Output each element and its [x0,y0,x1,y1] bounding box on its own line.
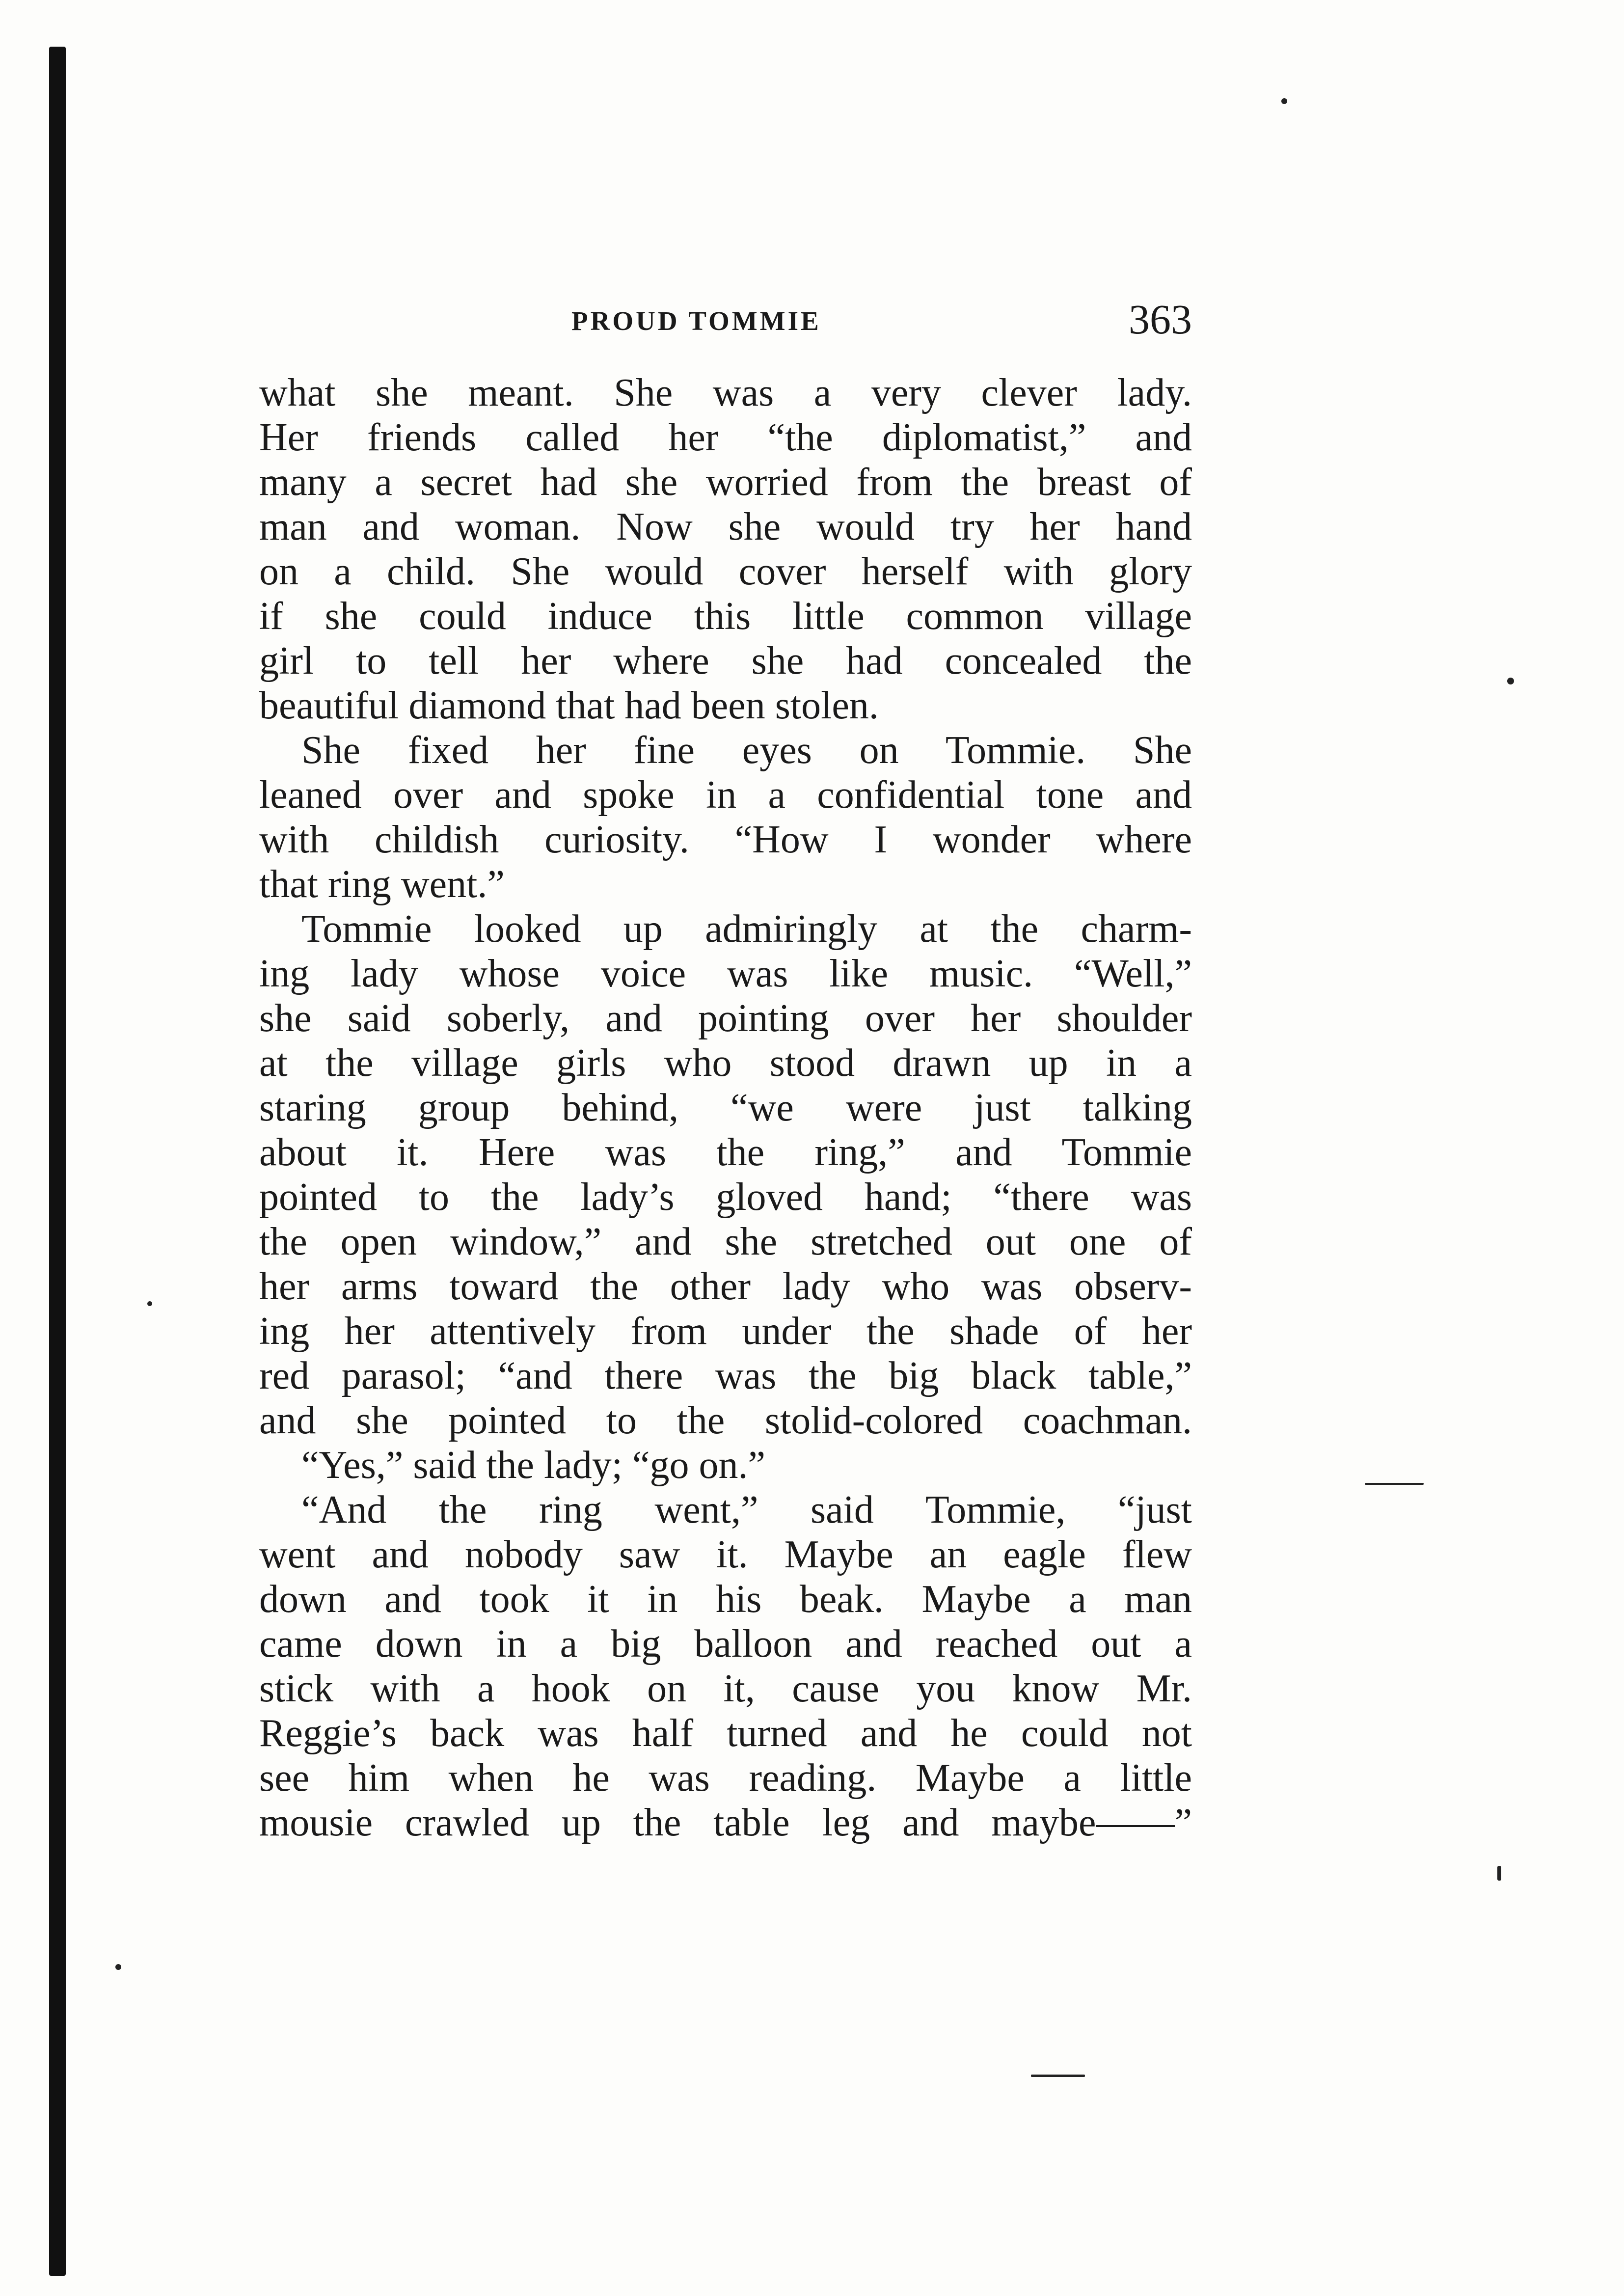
body-text [259,371,1192,1845]
text-line: ing lady whose voice was like music. “Well,” [259,952,1192,995]
binding-shadow [49,47,66,2276]
text-line: red parasol; “and there was the big black table,” [259,1354,1192,1397]
scan-speck [147,1301,152,1306]
running-head: PROUD TOMMIE [571,306,821,336]
text-line: with childish curiosity. “How I wonder where [259,818,1192,861]
text-line: went and nobody saw it. Maybe an eagle flew [259,1533,1192,1576]
text-line: see him when he was reading. Maybe a little [259,1756,1192,1800]
text-line: leaned over and spoke in a confidential tone and [259,773,1192,817]
text-line: mousie crawled up the table leg and maybe——” [259,1801,1192,1844]
scan-speck [1031,2075,1085,2077]
text-line: she said soberly, and pointing over her shoulder [259,997,1192,1040]
text-line: stick with a hook on it, cause you know Mr. [259,1667,1192,1710]
text-line: Tommie looked up admiringly at the charm- [301,907,1192,951]
text-line: staring group behind, “we were just talking [259,1086,1192,1129]
scan-speck [1281,98,1287,104]
text-line: down and took it in his beak. Maybe a man [259,1578,1192,1621]
text-line: and she pointed to the stolid-colored coachman. [259,1399,1192,1442]
text-line: if she could induce this little common village [259,595,1192,638]
page-number: 363 [1129,296,1192,343]
text-line: “Yes,” said the lady; “go on.” [301,1444,765,1487]
text-line: Her friends called her “the diplomatist,” and [259,416,1192,459]
text-line: Reggie’s back was half turned and he could not [259,1712,1192,1755]
text-line: at the village girls who stood drawn up in a [259,1041,1192,1085]
text-line: her arms toward the other lady who was observ- [259,1265,1192,1308]
text-line: beautiful diamond that had been stolen. [259,684,879,727]
text-line: that ring went.” [259,863,505,906]
text-line: on a child. She would cover herself with glory [259,550,1192,593]
text-line: the open window,” and she stretched out one of [259,1220,1192,1263]
text-line: She fixed her fine eyes on Tommie. She [301,729,1192,772]
text-line: girl to tell her where she had concealed the [259,639,1192,683]
scan-speck [1507,678,1514,684]
text-line: about it. Here was the ring,” and Tommie [259,1131,1192,1174]
scan-speck [1365,1483,1424,1485]
text-line: ing her attentively from under the shade of her [259,1310,1192,1353]
page-header [259,295,1192,354]
text-line: pointed to the lady’s gloved hand; “there was [259,1175,1192,1219]
text-line: came down in a big balloon and reached out a [259,1622,1192,1666]
text-line: “And the ring went,” said Tommie, “just [301,1488,1192,1531]
text-line: man and woman. Now she would try her hand [259,505,1192,548]
text-line: what she meant. She was a very clever lady. [259,371,1192,414]
text-line: many a secret had she worried from the breast of [259,461,1192,504]
scan-speck [1497,1866,1501,1881]
scan-speck [115,1964,121,1970]
